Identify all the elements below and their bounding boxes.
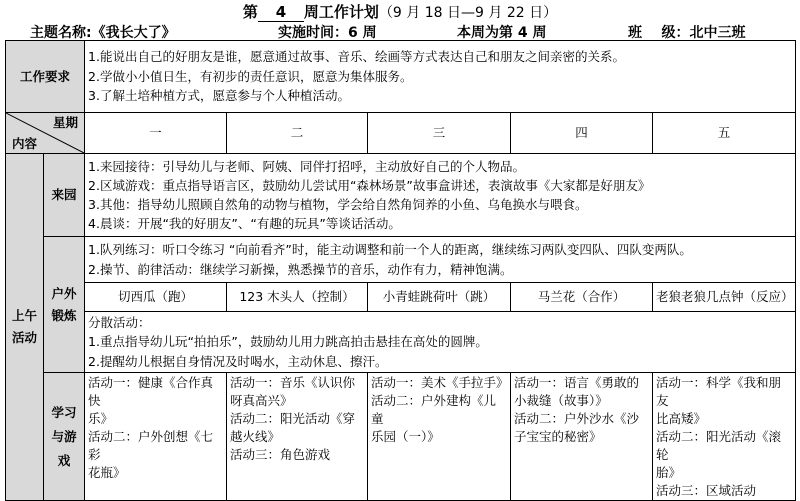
learning-row — [6, 373, 796, 501]
title-suffix: 周工作计划 — [303, 3, 379, 21]
learning-line: 活动三：角色游戏 — [230, 447, 331, 462]
learning-line: 乐》 — [88, 411, 114, 426]
outdoor-row — [6, 237, 796, 283]
outdoor-game: 切西瓜（跑） — [85, 283, 227, 312]
free-activity-item: 2.提醒幼儿根据自身情况及时喝水，主动休息、擦汗。 — [88, 353, 388, 369]
learning-label — [44, 373, 85, 501]
learning-line: 活动一：科学《我和朋友 — [656, 375, 782, 408]
morning-activities-label — [6, 154, 44, 501]
arrival-item: 2.区域游戏：重点指导语言区，鼓励幼儿尝试用“森林场景”故事盒讲述，表演故事《大家都是好朋友》 — [88, 178, 651, 193]
work-requirements-content — [85, 41, 796, 113]
learning-line: 活动一：健康《合作真快 — [88, 375, 214, 408]
learning-line: 活动二：阳光活动《滚轮 — [656, 429, 782, 462]
arrival-item: 1.来园接待：引导幼儿与老师、阿姨、同伴打招呼，主动放好自己的个人物品。 — [88, 159, 525, 174]
outdoor-content — [85, 237, 796, 283]
outdoor-game: 小青蛙跳荷叶（跳） — [368, 283, 511, 312]
learning-day-wed — [368, 373, 511, 501]
title-prefix: 第 — [242, 3, 258, 21]
learning-line: 活动一：语言《勇敢的 — [514, 375, 640, 390]
learning-line: 胎》 — [656, 465, 682, 480]
weekly-plan-table — [5, 40, 796, 501]
morning-label: 上午活动 — [11, 308, 37, 345]
requirements-row — [6, 41, 796, 113]
learning-day-fri — [653, 373, 796, 501]
learning-line: 活动二：户外沙水《沙 — [514, 411, 640, 426]
learning-day-tue — [227, 373, 368, 501]
outdoor-label-text: 户外锻炼 — [51, 285, 77, 323]
learning-line: 活动三：区域活动 — [656, 483, 757, 498]
arrival-content — [85, 154, 796, 237]
learning-line: 越火线》 — [230, 429, 281, 444]
theme-name: 主题名称:《我长大了》 — [30, 25, 176, 41]
plan-title — [0, 1, 800, 22]
arrival-item: 4.晨谈：开展“我的好朋友”、“有趣的玩具”等谈话活动。 — [88, 216, 401, 231]
day-header: 五 — [653, 113, 796, 154]
learning-line: 活动二：户外建构《儿童 — [371, 393, 497, 426]
day-header: 二 — [227, 113, 368, 154]
weekday-label: 星期 — [53, 115, 79, 130]
work-requirements-label: 工作要求 — [6, 41, 85, 113]
arrival-label: 来园 — [44, 154, 85, 237]
free-activity-content — [85, 312, 796, 373]
learning-line: 活动二：阳光活动《穿 — [230, 411, 356, 426]
free-activity-row — [6, 312, 796, 373]
outdoor-game: 马兰花（合作） — [511, 283, 653, 312]
learning-line: 子宝宝的秘密》 — [514, 429, 602, 444]
free-activity-item: 分散活动： — [88, 314, 151, 330]
learning-line: 活动一：音乐《认识你 — [230, 375, 356, 390]
day-header: 一 — [85, 113, 227, 154]
free-activity-item: 1.重点指导幼儿玩“拍拍乐”，鼓励幼儿用力跳高拍击悬挂在高处的圆牌。 — [88, 334, 488, 350]
learning-line: 呀真高兴》 — [230, 393, 293, 408]
requirement-item: 1.能说出自己的好朋友是谁，愿意通过故事、音乐、绘画等方式表达自己和朋友之间亲密的关系。 — [88, 49, 625, 65]
learning-line: 小裁缝（故事）》 — [514, 393, 608, 408]
learning-day-mon — [85, 373, 227, 501]
date-range: （9 月 18 日—9 月 22 日） — [378, 5, 558, 21]
outdoor-games-row — [6, 283, 796, 312]
learning-line: 花瓶》 — [88, 465, 126, 480]
week-number: 4 — [258, 4, 304, 22]
arrival-item: 3.其他：指导幼儿照顾自然角的动物与植物，学会给自然角饲养的小鱼、乌龟换水与喂食。 — [88, 197, 588, 212]
outdoor-item: 2.操节、韵律活动：继续学习新操，熟悉操节的音乐，动作有力，精神饱满。 — [88, 261, 513, 277]
learning-day-thu — [511, 373, 653, 501]
learning-line: 乐园（一）》 — [371, 429, 440, 444]
learning-line: 活动一：美术《手拉手》 — [371, 375, 509, 390]
weekday-row — [6, 113, 796, 154]
day-header: 三 — [368, 113, 511, 154]
content-label: 内容 — [12, 136, 38, 151]
learning-line: 活动二：户外创想《七彩 — [88, 429, 214, 462]
learning-label-text: 学习与游戏 — [51, 404, 77, 468]
arrival-row — [6, 154, 796, 237]
weekday-content-corner — [6, 113, 85, 154]
duration: 实施时间：6 周 — [278, 25, 377, 41]
day-header: 四 — [511, 113, 653, 154]
outdoor-label — [44, 237, 85, 373]
outdoor-item: 1.队列练习：听口令练习 “向前看齐”时，能主动调整和前一个人的距离，继续练习两队变四队、四队变两队。 — [88, 242, 692, 257]
current-week: 本周为第 4 周 — [457, 25, 547, 41]
class-name: 班 级：北中三班 — [628, 25, 746, 41]
outdoor-game: 老狼老狼几点钟（反应） — [653, 283, 796, 312]
requirement-item: 2.学做小小值日生，有初步的责任意识，愿意为集体服务。 — [88, 68, 413, 84]
learning-line: 比高矮》 — [656, 411, 707, 426]
requirement-item: 3.了解土培种植方式，愿意参与个人种植活动。 — [88, 88, 350, 104]
outdoor-game: 123 木头人（控制） — [227, 283, 368, 312]
